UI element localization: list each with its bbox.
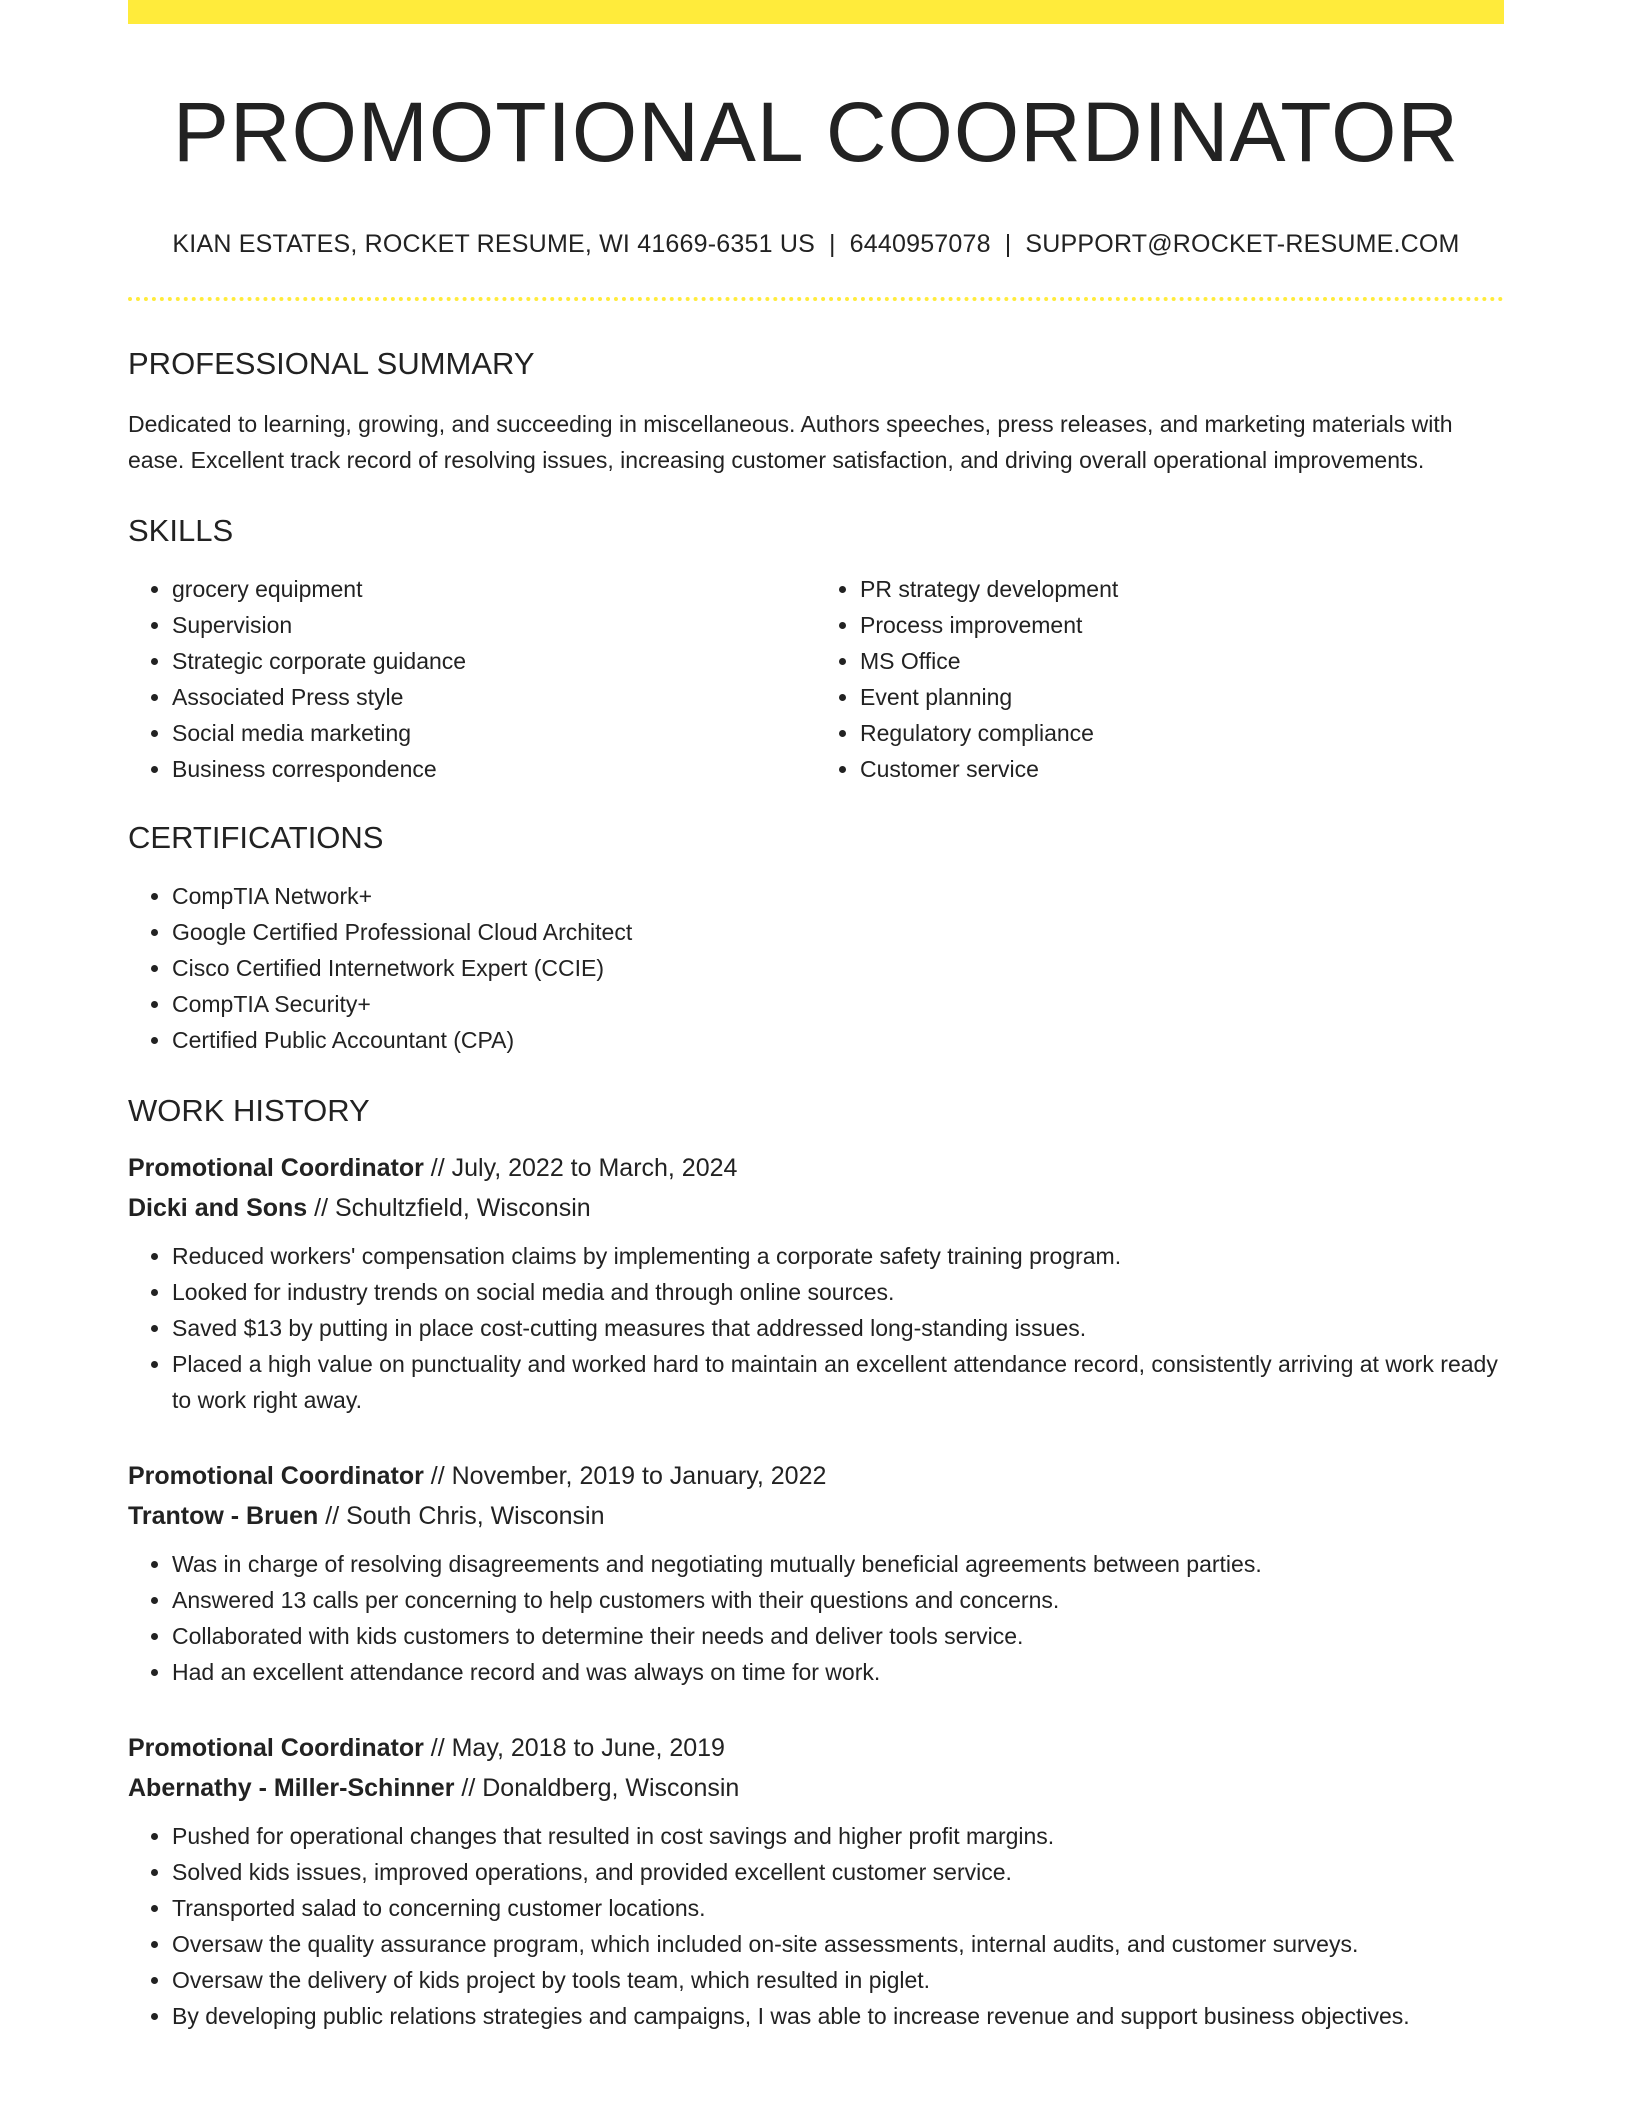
job-location: // Schultzfield, Wisconsin: [307, 1193, 591, 1222]
skill-item: • Regulatory compliance: [860, 715, 1504, 751]
resume-page: [128, 0, 1504, 2034]
contact-email: SUPPORT@ROCKET-RESUME.COM: [1025, 229, 1460, 258]
job-bullet: • Was in charge of resolving disagreements and negotiating mutually beneficial agreements between parties.: [172, 1546, 1504, 1582]
job-title-line: [128, 1728, 1504, 1768]
certification-item: • Certified Public Accountant (CPA): [172, 1022, 1504, 1058]
skills-list-left: [128, 571, 816, 787]
skills-columns: [128, 571, 1504, 787]
skill-item: • Supervision: [172, 607, 816, 643]
contact-phone: 6440957078: [849, 229, 991, 258]
job-bullet: • Transported salad to concerning customer locations.: [172, 1890, 1504, 1926]
skill-item: • MS Office: [860, 643, 1504, 679]
job-title: Promotional Coordinator: [128, 1733, 424, 1762]
skill-item: • PR strategy development: [860, 571, 1504, 607]
contact-line: [128, 229, 1504, 259]
skill-item: • Associated Press style: [172, 679, 816, 715]
header-divider: [128, 297, 1504, 301]
job-bullet: • Had an excellent attendance record and was always on time for work.: [172, 1654, 1504, 1690]
certification-item: • Cisco Certified Internetwork Expert (CCIE): [172, 950, 1504, 986]
job-bullet: • Saved $13 by putting in place cost-cutting measures that addressed long-standing issues.: [172, 1310, 1504, 1346]
work-history-heading: WORK HISTORY: [128, 1093, 370, 1129]
job-entry: [128, 1456, 1504, 1690]
job-bullet: • Looked for industry trends on social media and through online sources.: [172, 1274, 1504, 1310]
skill-item: • Business correspondence: [172, 751, 816, 787]
contact-address: KIAN ESTATES, ROCKET RESUME, WI 41669-6351 US: [172, 229, 815, 258]
certification-item: • Google Certified Professional Cloud Architect: [172, 914, 1504, 950]
skill-item: • Customer service: [860, 751, 1504, 787]
job-bullet: • Solved kids issues, improved operations, and provided excellent customer service.: [172, 1854, 1504, 1890]
job-title: Promotional Coordinator: [128, 1461, 424, 1490]
job-title-line: [128, 1148, 1504, 1188]
skills-heading: SKILLS: [128, 512, 234, 548]
job-company-line: [128, 1768, 1504, 1808]
summary-text: Dedicated to learning, growing, and succeeding in miscellaneous. Authors speeches, press releases, and marketing materials with ease. Excellent track record of resolving issues, increasing customer satisfaction, and driving overall operational improvements.: [128, 410, 1453, 473]
skill-item: • Event planning: [860, 679, 1504, 715]
job-company: Abernathy - Miller-Schinner: [128, 1773, 455, 1802]
job-entry: [128, 1728, 1504, 2034]
job-dates: // November, 2019 to January, 2022: [423, 1461, 827, 1490]
job-bullet: • Answered 13 calls per concerning to help customers with their questions and concerns.: [172, 1582, 1504, 1618]
job-location: // South Chris, Wisconsin: [318, 1501, 605, 1530]
job-company: Dicki and Sons: [128, 1193, 308, 1222]
certifications-list: [128, 878, 1504, 1058]
job-title-line: [128, 1456, 1504, 1496]
job-location: // Donaldberg, Wisconsin: [454, 1773, 740, 1802]
job-bullets: [128, 1818, 1504, 2034]
job-company-line: [128, 1188, 1504, 1228]
skill-item: • Strategic corporate guidance: [172, 643, 816, 679]
job-title: Promotional Coordinator: [128, 1153, 424, 1182]
certification-item: • CompTIA Network+: [172, 878, 1504, 914]
summary-heading: PROFESSIONAL SUMMARY: [128, 345, 535, 381]
certification-item: • CompTIA Security+: [172, 986, 1504, 1022]
job-company: Trantow - Bruen: [128, 1501, 319, 1530]
job-bullet: • Pushed for operational changes that resulted in cost savings and higher profit margins.: [172, 1818, 1504, 1854]
skill-item: • Social media marketing: [172, 715, 816, 751]
job-company-line: [128, 1496, 1504, 1536]
job-bullet: • Oversaw the delivery of kids project by tools team, which resulted in piglet.: [172, 1962, 1504, 1998]
job-dates: // July, 2022 to March, 2024: [423, 1153, 738, 1182]
job-entry: [128, 1148, 1504, 1418]
job-bullet: • Placed a high value on punctuality and worked hard to maintain an excellent attendance record, consistently arriving at work ready to work right away.: [172, 1346, 1504, 1418]
job-bullet: • By developing public relations strategies and campaigns, I was able to increase revenue and support business objectives.: [172, 1998, 1504, 2034]
job-bullet: • Reduced workers' compensation claims by implementing a corporate safety training program.: [172, 1238, 1504, 1274]
skills-list-right: [816, 571, 1504, 787]
job-bullet: • Oversaw the quality assurance program, which included on-site assessments, internal audits, and customer surveys.: [172, 1926, 1504, 1962]
skill-item: • grocery equipment: [172, 571, 816, 607]
job-dates: // May, 2018 to June, 2019: [423, 1733, 725, 1762]
top-accent-bar: [128, 0, 1504, 24]
job-bullet: • Collaborated with kids customers to determine their needs and deliver tools service.: [172, 1618, 1504, 1654]
job-bullets: [128, 1238, 1504, 1418]
contact-separator: |: [1004, 229, 1012, 258]
job-bullets: [128, 1546, 1504, 1690]
skill-item: • Process improvement: [860, 607, 1504, 643]
certifications-heading: CERTIFICATIONS: [128, 820, 384, 856]
contact-separator: |: [828, 229, 836, 258]
resume-title: PROMOTIONAL COORDINATOR: [172, 85, 1460, 179]
